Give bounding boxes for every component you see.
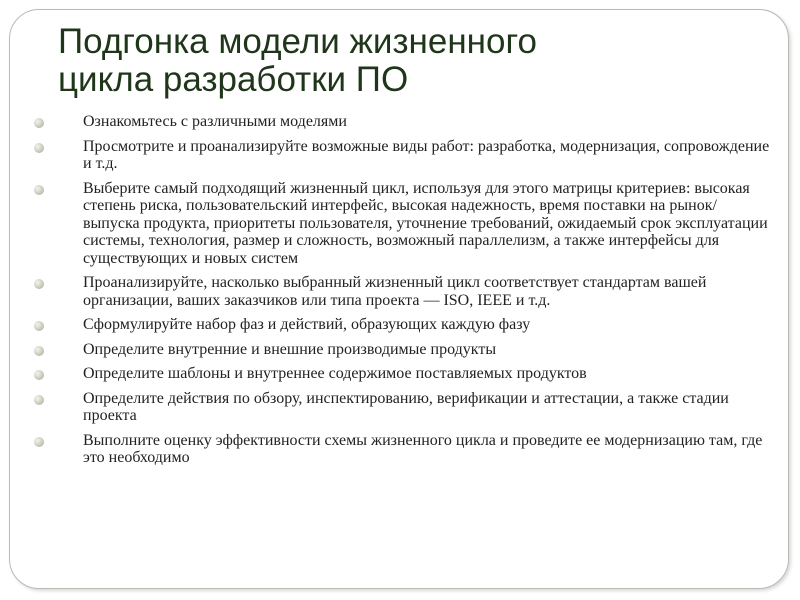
bullet-dot-icon [34, 279, 44, 289]
bullet-dot-icon [34, 437, 44, 447]
bullet-item [32, 274, 772, 309]
bullet-text: Ознакомьтесь с различными моделями [83, 113, 347, 130]
bullet-item [32, 341, 772, 359]
slide-title [58, 23, 758, 99]
bullet-dot-icon [34, 321, 44, 331]
bullet-text: Просмотрите и проанализируйте возможные виды работ: разработка, модернизация, сопровождение и т.д. [83, 137, 770, 172]
bullet-text: Выберите самый подходящий жизненный цикл, используя для этого матрицы критериев: высокая степень риска, пользовательский интерфейс, высокая надежность, время поставки на рынок/выпуска продукта, приоритеты пользователя, уточнение требований, ожидаемый срок эксплуатации системы, технология, размер и сложность, возможный параллелизм, а также интерфейсы для существующих и новых систем [83, 179, 768, 267]
bullet-dot-icon [34, 118, 44, 128]
slide-title-line-2: цикла разработки ПО [58, 60, 409, 99]
bullet-text: Определите внутренние и внешние производимые продукты [83, 340, 497, 358]
bullet-item [32, 316, 772, 334]
bullet-text: Определите шаблоны и внутреннее содержимое поставляемых продуктов [83, 365, 587, 382]
bullet-item [32, 432, 772, 467]
bullet-text: Проанализируйте, насколько выбранный жизненный цикл соответствует стандартам вашей организации, ваших заказчиков или типа проекта — ISO, IEEE и т.д. [83, 274, 707, 309]
bullet-text: Определите действия по обзору, инспектированию, верификации и аттестации, а также стадии проекта [83, 389, 729, 424]
bullet-dot-icon [34, 185, 44, 195]
slide-title-line-1: Подгонка модели жизненного [58, 22, 537, 61]
bullet-dot-icon [34, 143, 44, 153]
bullet-list [32, 113, 772, 474]
bullet-item [32, 180, 772, 268]
bullet-item [32, 113, 772, 131]
bullet-dot-icon [34, 370, 44, 380]
bullet-item [32, 138, 772, 173]
bullet-text: Сформулируйте набор фаз и действий, образующих каждую фазу [83, 316, 531, 333]
slide [9, 9, 789, 589]
bullet-dot-icon [34, 395, 44, 405]
bullet-item [32, 390, 772, 425]
bullet-dot-icon [34, 346, 44, 356]
bullet-text: Выполните оценку эффективности схемы жизненного цикла и проведите ее модернизацию там, где это необходимо [83, 431, 763, 466]
bullet-item [32, 365, 772, 383]
